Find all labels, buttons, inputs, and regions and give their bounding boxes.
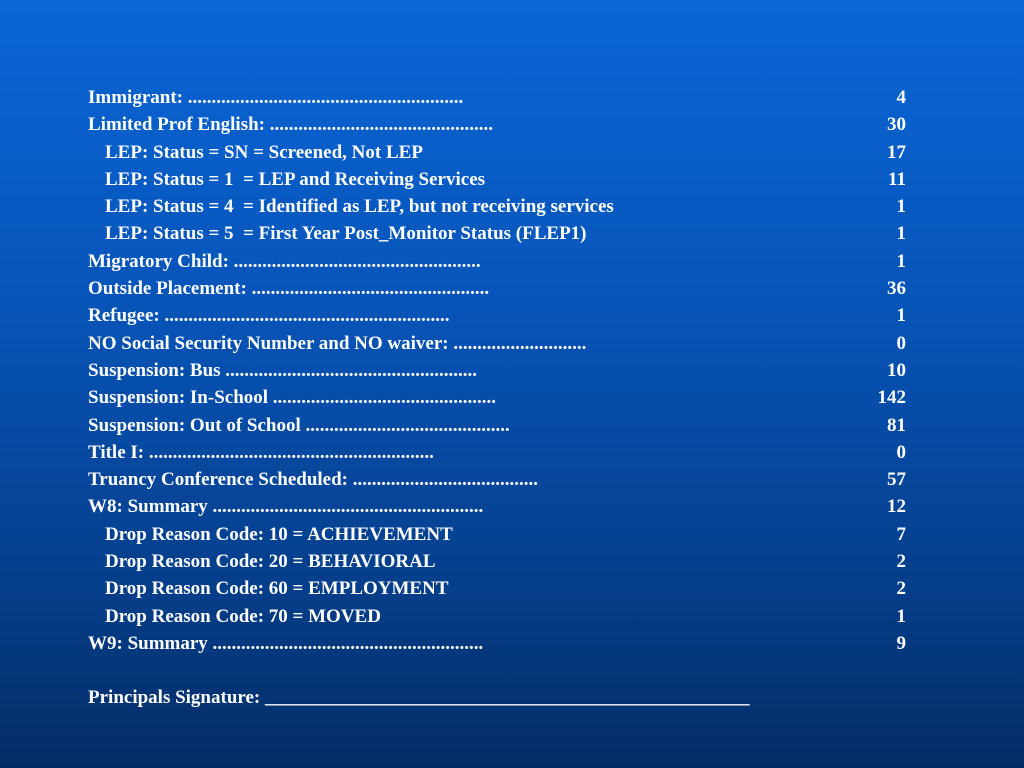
report-row [88,466,908,493]
report-row [88,439,908,466]
row-count: 2 [896,578,906,600]
report-row [88,193,908,220]
report-row [88,384,908,411]
row-label: Limited Prof English: ............................................... [88,114,493,136]
report-row [88,84,908,111]
row-label: Suspension: Out of School ........................................... [88,414,510,436]
row-label: Refugee: ............................................................ [88,305,450,327]
row-count: 1 [896,605,906,627]
row-label: Drop Reason Code: 70 = MOVED [105,605,381,627]
report-row [88,330,908,357]
row-label: Title I: ............................................................ [88,441,434,463]
row-count: 12 [887,496,906,518]
row-count: 1 [896,250,906,272]
report-row [88,493,908,520]
row-label: Suspension: In-School ............................................... [88,387,497,409]
report-rows [88,84,908,657]
row-label: LEP: Status = SN = Screened, Not LEP [105,141,423,163]
row-label: NO Social Security Number and NO waiver: ............................ [88,332,587,354]
row-label: W9: Summary ......................................................... [88,632,484,654]
row-label: Immigrant: .......................................................... [88,87,464,108]
row-count: 36 [887,278,906,300]
report-row [88,357,908,384]
row-count: 9 [896,632,906,654]
row-label: LEP: Status = 1 = LEP and Receiving Services [105,168,486,190]
row-label: Drop Reason Code: 10 = ACHIEVEMENT [105,523,453,545]
report-row [88,220,908,247]
row-label: Migratory Child: .................................................... [88,250,481,272]
row-label: Suspension: Bus ..................................................... [88,359,478,381]
row-count: 81 [887,414,906,436]
row-label: Outside Placement: .................................................. [88,278,490,300]
report-row [88,166,908,193]
report-row [88,412,908,439]
row-count: 1 [896,223,906,245]
row-label: W8: Summary ......................................................... [88,496,484,518]
report-row [88,548,908,575]
row-count: 1 [896,196,906,218]
row-count: 11 [888,168,906,190]
report-row [88,575,908,602]
report-row [88,275,908,302]
row-count: 30 [887,114,906,136]
row-label: Drop Reason Code: 20 = BEHAVIORAL [105,551,436,573]
row-count: 57 [887,469,906,491]
report-row [88,302,908,329]
row-count: 142 [877,387,906,409]
report-row [88,521,908,548]
row-label: LEP: Status = 5 = First Year Post_Monitor Status (FLEP1) [105,223,587,245]
row-label: Drop Reason Code: 60 = EMPLOYMENT [105,578,449,600]
row-count: 0 [896,441,906,463]
report-row [88,248,908,275]
row-label: Truancy Conference Scheduled: ....................................... [88,469,539,491]
row-count: 10 [887,359,906,381]
row-label: LEP: Status = 4 = Identified as LEP, but not receiving services [105,196,614,218]
report-row [88,630,908,657]
row-count: 17 [887,141,906,163]
row-count: 1 [896,305,906,327]
row-count: 4 [896,87,906,108]
report-row [88,139,908,166]
row-count: 0 [896,332,906,354]
report-row [88,603,908,630]
row-count: 7 [896,523,906,545]
report-row [88,111,908,138]
principal-signature-line: Principals Signature: ___________________________________________________ [88,687,750,708]
row-count: 2 [896,551,906,573]
